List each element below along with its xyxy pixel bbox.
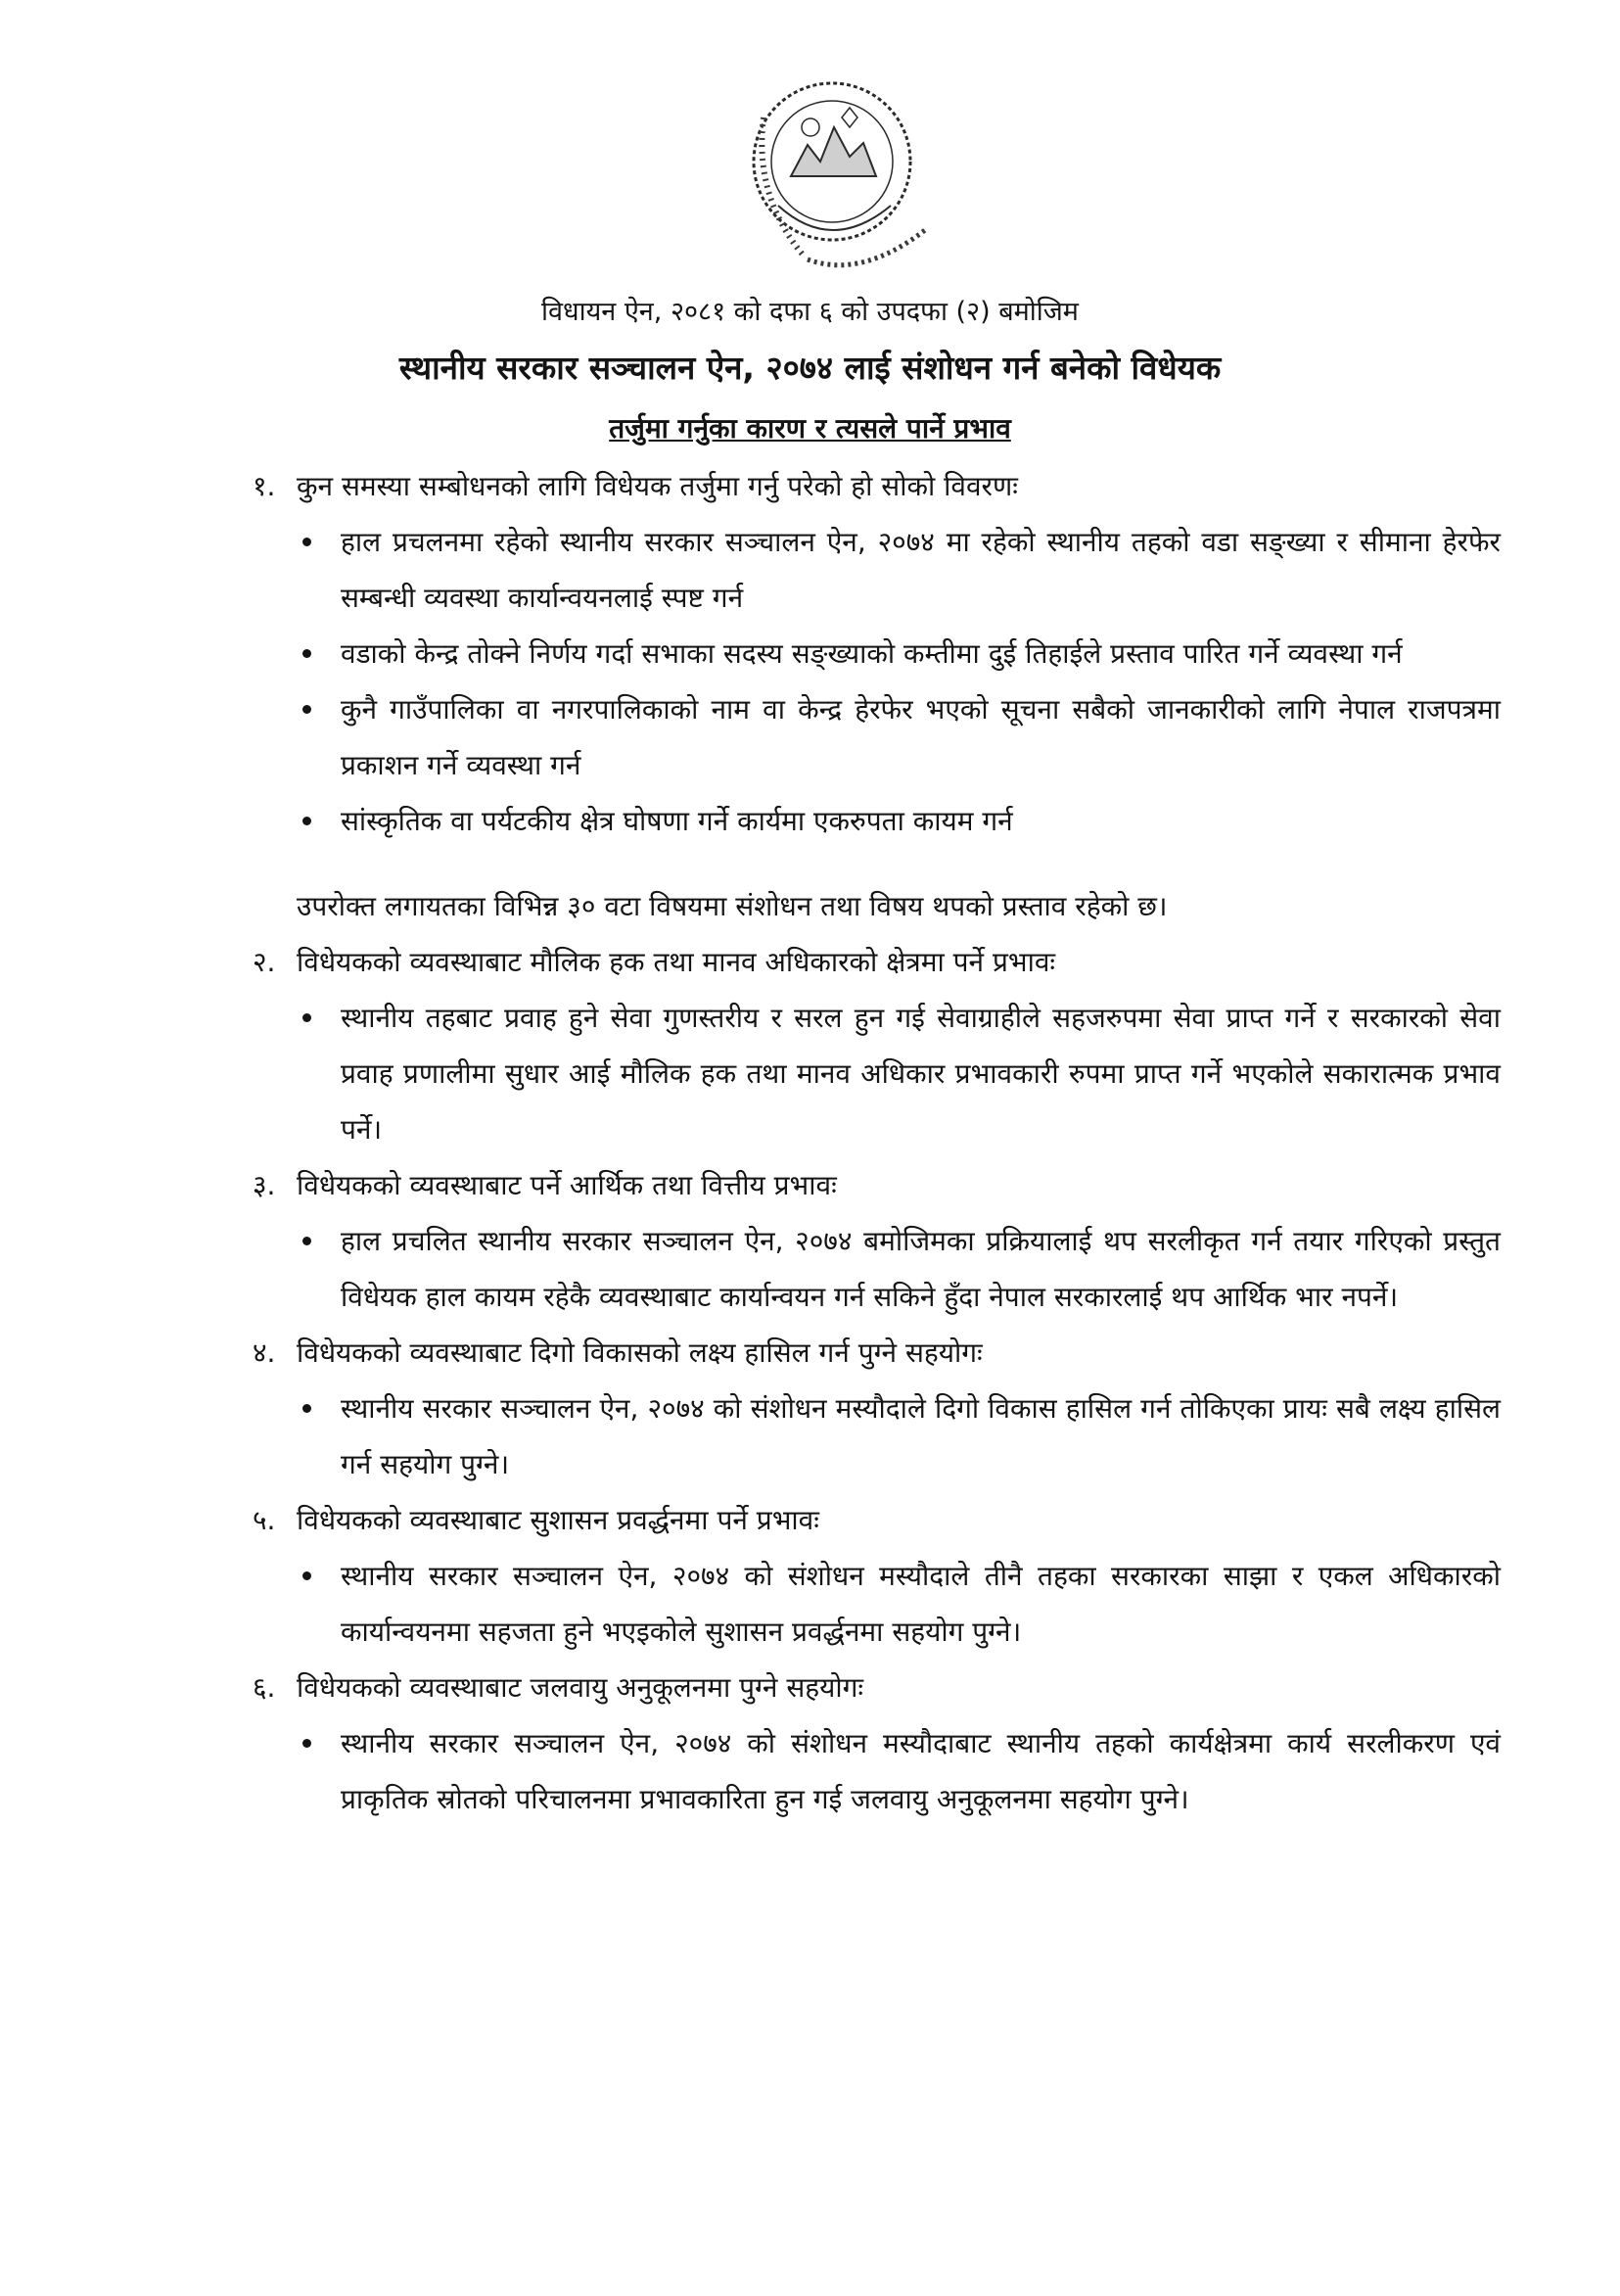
section-number: ४. [253,1336,276,1369]
document-body [253,458,1501,1827]
government-seal-icon [685,59,969,304]
bullet-list [253,514,1501,849]
list-item [297,1715,1501,1827]
section-title: तर्जुमा गर्नुका कारण र त्यसले पार्ने प्रभाव [609,412,1011,445]
bullet-list [253,1381,1501,1492]
list-item-text: हाल प्रचलित स्थानीय सरकार सञ्चालन ऐन, २०७४ बमोजिमका प्रक्रियालाई थप सरलीकृत गर्न तयार गरिएको प्रस्तुत विधेयक हाल कायम रहेकै व्यवस्थाबाट कार्यान्वयन गर्न सकिने हुँदा नेपाल सरकारलाई थप आर्थिक भार नपर्ने। [341,1225,1501,1313]
bullet-icon [302,1571,311,1580]
bullet-icon [302,649,311,658]
section-heading-text: विधेयकको व्यवस्थाबाट पर्ने आर्थिक तथा वित्तीय प्रभावः [297,1169,837,1201]
document-title: स्थानीय सरकार सञ्चालन ऐन, २०७४ लाई संशोधन गर्न बनेको विधेयक [398,349,1222,387]
bullet-icon [302,1404,311,1413]
bullet-list [253,1715,1501,1827]
list-item [297,681,1501,793]
list-item-text: सांस्कृतिक वा पर्यटकीय क्षेत्र घोषणा गर्ने कार्यमा एकरुपता कायम गर्न [341,805,1013,837]
section-heading-text: विधेयकको व्यवस्थाबाट सुशासन प्रवर्द्धनमा पर्ने प्रभावः [297,1504,819,1536]
section-heading-text: विधेयकको व्यवस्थाबाट जलवायु अनुकूलनमा पुग्ने सहयोगः [297,1671,864,1704]
list-item-text: हाल प्रचलनमा रहेको स्थानीय सरकार सञ्चालन ऐन, २०७४ मा रहेको स्थानीय तहको वडा सङ्ख्या र सीमाना हेरफेर सम्बन्धी व्यवस्था कार्यान्वयनलाई स्पष्ट गर्न [341,526,1501,614]
section-heading [253,1157,1501,1213]
section-4 [253,1325,1501,1492]
list-item [297,793,1501,849]
bullet-icon [302,538,311,546]
section-6 [253,1660,1501,1827]
list-item-text: कुनै गाउँपालिका वा नगरपालिकाको नाम वा केन्द्र हेरफेर भएको सूचना सबैको जानकारीको लागि नेपाल राजपत्रमा प्रकाशन गर्ने व्यवस्था गर्न [341,693,1501,781]
list-item [297,1548,1501,1660]
bullet-icon [302,1013,311,1022]
section-number: २. [253,946,276,978]
section-summary: उपरोक्त लगायतका विभिन्न ३० वटा विषयमा संशोधन तथा विषय थपको प्रस्ताव रहेको छ। [297,890,1168,922]
bullet-icon [302,1739,311,1748]
section-number: ३. [253,1169,276,1201]
bullet-icon [302,705,311,714]
list-item [297,1213,1501,1325]
list-item-text: स्थानीय सरकार सञ्चालन ऐन, २०७४ को संशोधन मस्यौदाबाट स्थानीय तहको कार्यक्षेत्रमा कार्य सरलीकरण एवं प्राकृतिक स्रोतको परिचालनमा प्रभावकारिता हुन गई जलवायु अनुकूलनमा सहयोग पुग्ने। [341,1727,1501,1815]
bullet-icon [302,1237,311,1245]
section-number: ५. [253,1504,276,1536]
section-3 [253,1157,1501,1325]
list-item [297,1381,1501,1492]
section-heading-text: विधेयकको व्यवस्थाबाट मौलिक हक तथा मानव अधिकारको क्षेत्रमा पर्ने प्रभावः [297,946,1056,978]
section-heading [253,458,1501,514]
list-item [297,990,1501,1157]
section-heading-text: कुन समस्या सम्बोधनको लागि विधेयक तर्जुमा गर्नु परेको हो सोको विवरणः [297,470,1018,502]
section-heading [253,1325,1501,1381]
bullet-list [253,990,1501,1157]
section-heading-text: विधेयकको व्यवस्थाबाट दिगो विकासको लक्ष्य हासिल गर्न पुग्ने सहयोगः [297,1336,983,1369]
section-1 [253,458,1501,934]
list-item-text: वडाको केन्द्र तोक्ने निर्णय गर्दा सभाका सदस्य सङ्ख्याको कम्तीमा दुई तिहाईले प्रस्ताव पारित गर्ने व्यवस्था गर्न [341,637,1403,670]
list-item-text: स्थानीय सरकार सञ्चालन ऐन, २०७४ को संशोधन मस्यौदाले तीनै तहका सरकारका साझा र एकल अधिकारको कार्यान्वयनमा सहजता हुने भएइकोले सुशासन प्रवर्द्धनमा सहयोग पुग्ने। [341,1560,1501,1648]
section-2 [253,934,1501,1157]
section-heading [253,934,1501,990]
list-item [297,514,1501,626]
section-5 [253,1492,1501,1660]
section-number: १. [253,470,276,502]
section-heading [253,1660,1501,1715]
list-item [297,626,1501,681]
bullet-icon [302,817,311,825]
list-item-text: स्थानीय तहबाट प्रवाह हुने सेवा गुणस्तरीय र सरल हुन गई सेवाग्राहीले सहजरुपमा सेवा प्राप्त गर्ने र सरकारको सेवा प्रवाह प्रणालीमा सुधार आई मौलिक हक तथा मानव अधिकार प्रभावकारी रुपमा प्राप्त गर्ने भएकोले सकारात्मक प्रभाव पर्ने। [341,1002,1501,1146]
document-subtitle: विधायन ऐन, २०८१ को दफा ६ को उपदफा (२) बमोजिम [541,297,1079,327]
list-item-text: स्थानीय सरकार सञ्चालन ऐन, २०७४ को संशोधन मस्यौदाले दिगो विकास हासिल गर्न तोकिएका प्रायः सबै लक्ष्य हासिल गर्न सहयोग पुग्ने। [341,1392,1501,1480]
bullet-list [253,1548,1501,1660]
section-number: ६. [253,1671,276,1704]
bullet-list [253,1213,1501,1325]
section-heading [253,1492,1501,1548]
